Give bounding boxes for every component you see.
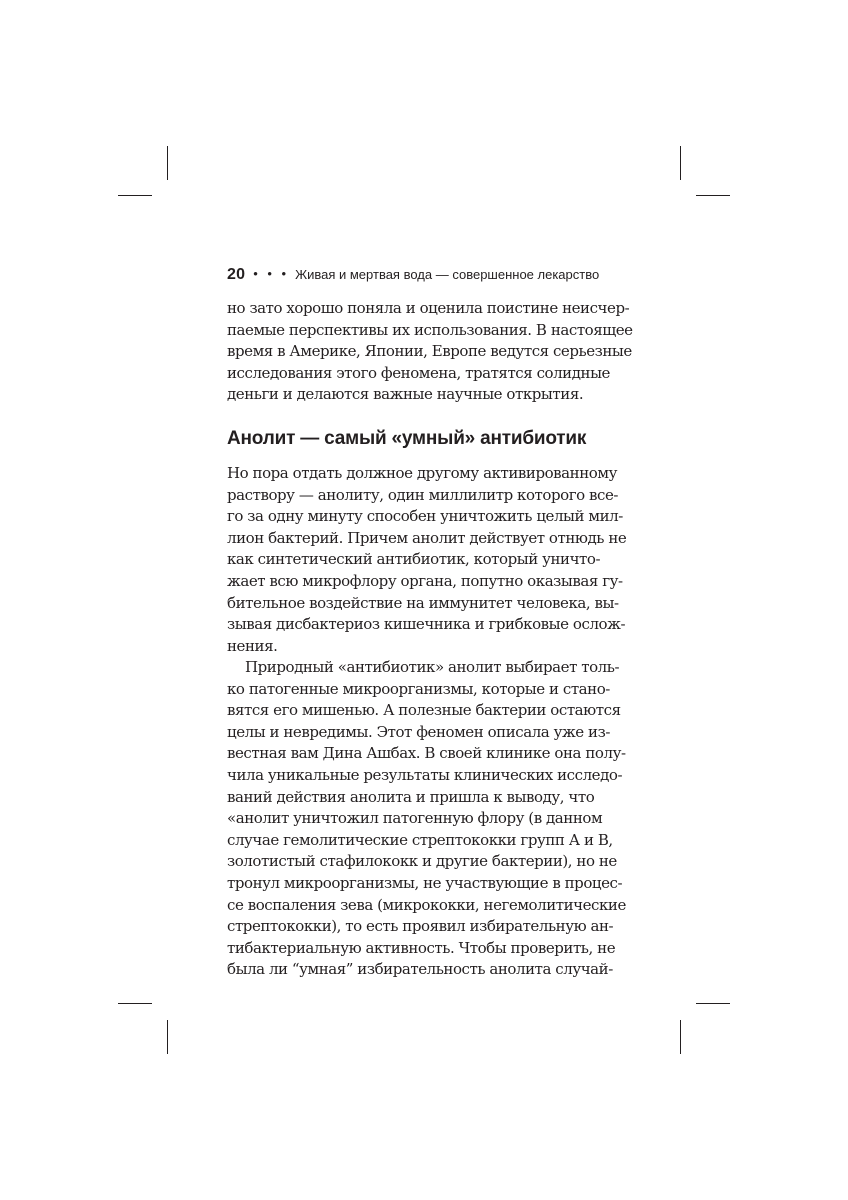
crop-mark-top-right-vertical [680, 146, 681, 180]
paragraph-2 [227, 657, 627, 981]
crop-mark-top-left-vertical [167, 146, 168, 180]
book-title: Живая и мертвая вода — совершенное лекарство [295, 267, 600, 282]
text-line: паемые перспективы их использования. В настоящее [227, 320, 633, 339]
text-line: чила уникальные результаты клинических исследо- [227, 765, 623, 784]
text-line: время в Америке, Японии, Европе ведутся серьезные [227, 342, 632, 361]
text-line: тронул микроорганизмы, не участвующие в процес- [227, 873, 623, 892]
text-line: лион бактерий. Причем анолит действует отнюдь не [227, 528, 627, 547]
text-line: стрептококки), то есть проявил избирательную ан- [227, 917, 614, 936]
text-line: Природный «антибиотик» анолит выбирает толь- [245, 658, 620, 676]
crop-mark-top-right-horizontal [696, 195, 730, 196]
crop-mark-top-left-horizontal [118, 195, 152, 196]
text-line: «анолит уничтожил патогенную флору (в данном [227, 809, 603, 828]
page-number: 20 [227, 266, 246, 283]
text-line: жает всю микрофлору органа, попутно оказывая гу- [227, 571, 623, 590]
text-line: ко патогенные микроорганизмы, которые и стано- [227, 679, 610, 698]
crop-mark-bottom-left-vertical [167, 1020, 168, 1054]
text-line: золотистый стафилококк и другие бактерии), но не [227, 852, 617, 871]
text-line: зывая дисбактериоз кишечника и грибковые ослож- [227, 615, 626, 634]
paragraph-intro [227, 298, 633, 406]
text-line: как синтетический антибиотик, который уничто- [227, 550, 601, 569]
crop-mark-bottom-left-horizontal [118, 1003, 152, 1004]
text-line: го за одну минуту способен уничтожить целый мил- [227, 507, 623, 526]
running-head [227, 266, 647, 284]
crop-mark-bottom-right-vertical [680, 1020, 681, 1054]
text-line: вятся его мишенью. А полезные бактерии остаются [227, 701, 621, 720]
text-line: деньги и делаются важные научные открытия. [227, 385, 584, 404]
text-line: раствору — анолиту, один миллилитр которого все- [227, 485, 619, 504]
text-line: се воспаления зева (микрококки, негемолитические [227, 895, 626, 914]
text-line: ваний действия анолита и пришла к выводу, что [227, 787, 595, 806]
text-line: целы и невредимы. Этот феномен описала уже из- [227, 722, 610, 741]
paragraph-1 [227, 463, 627, 657]
section-heading: Анолит — самый «умный» антибиотик [227, 428, 587, 449]
text-line: но зато хорошо поняла и оценила поистине неисчер- [227, 299, 630, 317]
text-line: тибактериальную активность. Чтобы проверить, не [227, 938, 616, 957]
text-line: вестная вам Дина Ашбах. В своей клинике она полу- [227, 744, 626, 763]
text-line: нения. [227, 636, 278, 655]
text-line: случае гемолитические стрептококки групп А и В, [227, 830, 613, 849]
text-line: Но пора отдать должное другому активированному [227, 464, 617, 482]
text-line: была ли “умная” избирательность анолита случай- [227, 960, 613, 979]
text-line: бительное воздействие на иммунитет человека, вы- [227, 593, 619, 612]
separator-dots: • • • [253, 266, 290, 281]
text-line: исследования этого феномена, тратятся солидные [227, 363, 610, 382]
crop-mark-bottom-right-horizontal [696, 1003, 730, 1004]
